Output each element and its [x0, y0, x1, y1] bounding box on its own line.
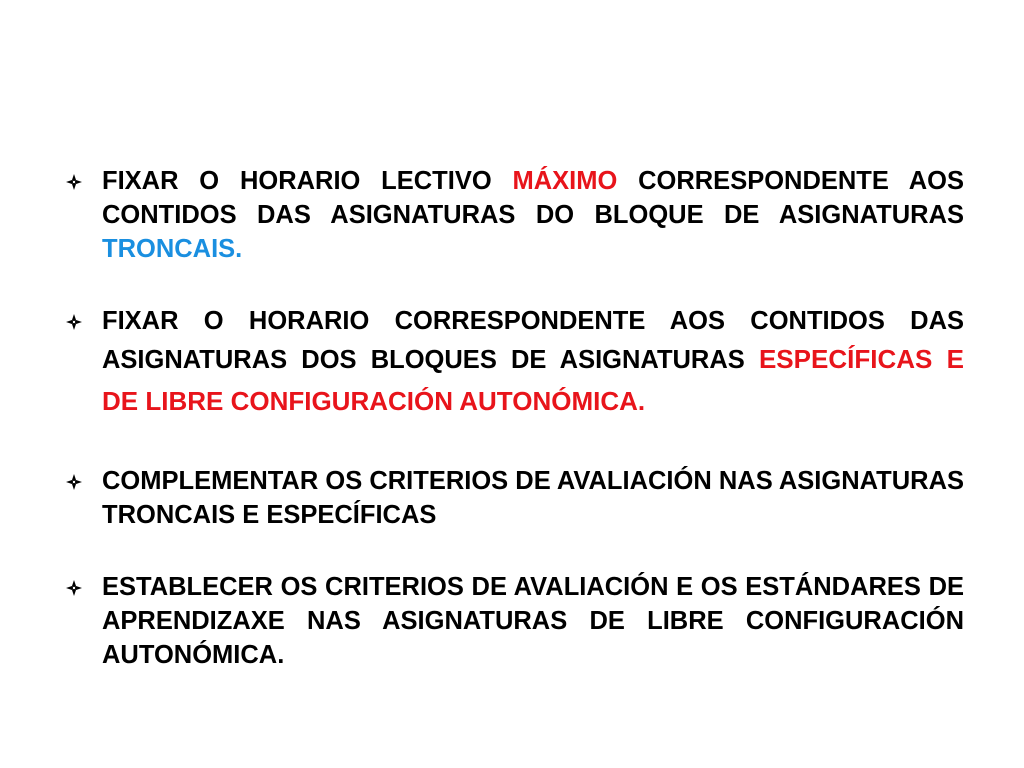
bullet-text: ESTABLECER OS CRITERIOS DE AVALIACIÓN E OS ESTÁNDARES DE APRENDIZAXE NAS ASIGNATURAS DE LIBRE CONFIGURACIÓN AUTONÓMICA. — [102, 573, 964, 669]
highlight-text-red: ESPECÍFICAS E DE LIBRE CONFIGURACIÓN AUTONÓMICA — [102, 344, 964, 416]
bullet-item-horario-maximo — [62, 164, 964, 266]
bullet-list — [62, 164, 964, 672]
highlight-text-red: MÁXIMO — [512, 167, 618, 195]
bullet-item-horario-especificas — [62, 304, 964, 422]
bullet-text: CORRESPONDENTE AOS CONTIDOS DAS ASIGNATURAS DO BLOQUE DE ASIGNATURAS — [102, 167, 964, 229]
bullet-item-criterios-troncais — [62, 464, 964, 532]
bullet-text: FIXAR O HORARIO CORRESPONDENTE AOS CONTIDOS DAS ASIGNATURAS DOS BLOQUES DE ASIGNATURAS — [102, 307, 964, 374]
diamond-star-icon — [62, 314, 86, 330]
diamond-star-icon — [62, 474, 86, 490]
bullet-text: FIXAR O HORARIO LECTIVO — [102, 167, 513, 195]
diamond-star-icon — [62, 580, 86, 596]
bullet-text: COMPLEMENTAR OS CRITERIOS DE AVALIACIÓN NAS ASIGNATURAS TRONCAIS E ESPECÍFICAS — [102, 467, 964, 529]
diamond-star-icon — [62, 174, 86, 190]
bullet-text-period: . — [637, 386, 646, 416]
highlight-text-blue: TRONCAIS. — [102, 235, 243, 263]
bullet-item-criterios-libre — [62, 570, 964, 672]
